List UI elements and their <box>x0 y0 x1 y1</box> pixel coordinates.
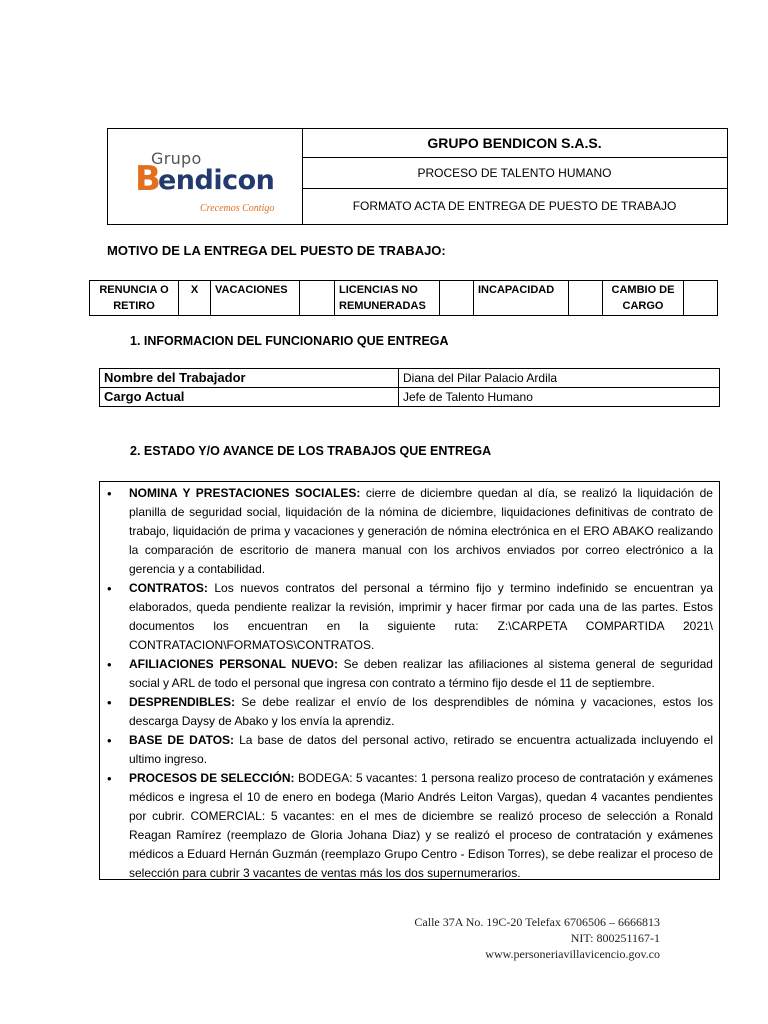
option-mark-cambio-cargo[interactable] <box>684 281 718 316</box>
bullet-icon: • <box>107 657 112 672</box>
footer-address: Calle 37A No. 19C-20 Telefax 6706506 – 6666813 <box>414 915 660 929</box>
motivo-table <box>89 280 718 316</box>
option-mark-incapacidad[interactable] <box>569 281 603 316</box>
item-heading: DESPRENDIBLES: <box>129 695 236 709</box>
process-name: PROCESO DE TALENTO HUMANO <box>302 157 727 189</box>
employee-name-label: Nombre del Trabajador <box>100 369 399 388</box>
list-item <box>107 731 713 769</box>
item-text: cierre de diciembre quedan al día, se realizó la liquidación de planilla de seguridad social, liquidación de la nómina de diciembre, liquidaciones definitivas de contrato de trabajo, liquidación de prima y vacaciones y generación de nómina electrónica en el ERO ABAKO realizando la comparación de escritorio de manera manual con los archivos enviados por correo electrónico a la gerencia y a contabilidad. <box>129 486 713 576</box>
section2-title: 2. ESTADO Y/O AVANCE DE LOS TRABAJOS QUE ENTREGA <box>130 444 492 458</box>
employee-name-value[interactable]: Diana del Pilar Palacio Ardila <box>399 369 720 388</box>
company-logo <box>108 129 303 224</box>
option-label-line: CARGO <box>622 300 664 312</box>
option-label-line: REMUNERADAS <box>339 300 426 312</box>
footer-nit: NIT: 800251167-1 <box>570 931 660 945</box>
option-mark-licencias[interactable] <box>440 281 474 316</box>
item-text: BODEGA: 5 vacantes: 1 persona realizo proceso de contratación y exámenes médicos e ingresa el 10 de enero en bodega (Mario Andrés Leiton Vargas), quedan 4 vacantes pendientes por cubrir. COMERCIAL: 5 vacantes: en el mes de diciembre se realizó proceso de selección a Ronald Reagan Ramírez (reemplazo de Gloria Johana Diaz) y se realizó el proceso de contratación y exámenes médicos a Eduard Hernán Guzmán (reemplazo Grupo Centro - Edison Torres), se debe realizar el proceso de selección para cubrir 3 vacantes de ventas más los dos supernumerarios. <box>129 771 714 880</box>
option-label-renuncia <box>90 281 179 316</box>
item-text: Se debe realizar el envío de los desprendibles de nómina y vacaciones, estos los descarga Daysy de Abako y los envía la aprendiz. <box>129 695 713 728</box>
bullet-icon: • <box>107 771 112 786</box>
motivo-title: MOTIVO DE LA ENTREGA DEL PUESTO DE TRABAJO: <box>107 243 446 258</box>
list-item <box>107 484 713 579</box>
item-text: Se deben realizar las afiliaciones al sistema general de seguridad social y ARL de todo el personal que ingresa con contrato a término fijo desde el 11 de septiembre. <box>129 657 713 690</box>
position-label: Cargo Actual <box>100 388 399 407</box>
item-heading: CONTRATOS: <box>129 581 208 595</box>
bullet-icon: • <box>107 733 112 748</box>
item-text: La base de datos del personal activo, retirado se encuentra actualizada incluyendo el ultimo ingreso. <box>129 733 713 766</box>
logo-tagline: Crecemos Contigo <box>200 203 275 214</box>
list-item <box>107 769 714 883</box>
option-mark-renuncia[interactable]: X <box>179 281 211 316</box>
document-header <box>107 128 728 225</box>
section1-title: 1. INFORMACION DEL FUNCIONARIO QUE ENTREGA <box>130 334 449 348</box>
option-label-incapacidad: INCAPACIDAD <box>474 281 569 316</box>
position-value[interactable]: Jefe de Talento Humano <box>399 388 720 407</box>
option-label-line: RETIRO <box>113 300 155 312</box>
company-name: GRUPO BENDICON S.A.S. <box>302 129 727 158</box>
list-item <box>107 693 713 731</box>
option-label-line: LICENCIAS NO <box>339 284 418 296</box>
table-row <box>100 388 720 407</box>
work-status-box <box>99 481 720 880</box>
bullet-icon: • <box>107 581 112 596</box>
option-label-cambio-cargo <box>603 281 684 316</box>
bullet-icon: • <box>107 695 112 710</box>
list-item <box>107 655 713 693</box>
item-heading: NOMINA Y PRESTACIONES SOCIALES: <box>129 486 361 500</box>
option-label-vacaciones: VACACIONES <box>211 281 300 316</box>
page-footer <box>414 914 660 962</box>
logo-initial: B <box>135 159 161 199</box>
item-text: Los nuevos contratos del personal a término fijo y termino indefinido se encuentran ya elaborados, queda pendiente realizar la revisión, imprimir y hacer firmar por cada una de las partes. Estos documentos los encuentran en la siguiente ruta: Z:\CARPETA COMPARTIDA 2021\ CONTRATACION\FORMATOS\CONTRATOS. <box>129 581 713 652</box>
logo-wordmark: endicon <box>158 165 275 196</box>
table-row <box>100 369 720 388</box>
format-name: FORMATO ACTA DE ENTREGA DE PUESTO DE TRABAJO <box>352 199 677 213</box>
item-heading: AFILIACIONES PERSONAL NUEVO: <box>129 657 339 671</box>
item-heading: BASE DE DATOS: <box>129 733 235 747</box>
option-label-line: CAMBIO DE <box>611 284 675 296</box>
footer-website-link[interactable]: www.personeriavillavicencio.gov.co <box>485 947 660 961</box>
option-label-line: RENUNCIA O <box>99 284 169 296</box>
bullet-icon: • <box>107 486 112 501</box>
item-heading: PROCESOS DE SELECCIÓN: <box>129 771 295 785</box>
employee-info-table <box>99 368 720 407</box>
option-label-licencias <box>335 281 440 316</box>
list-item <box>107 579 713 655</box>
option-mark-vacaciones[interactable] <box>300 281 335 316</box>
work-status-list <box>100 482 719 883</box>
logo-grupo-text: Grupo <box>151 149 202 168</box>
